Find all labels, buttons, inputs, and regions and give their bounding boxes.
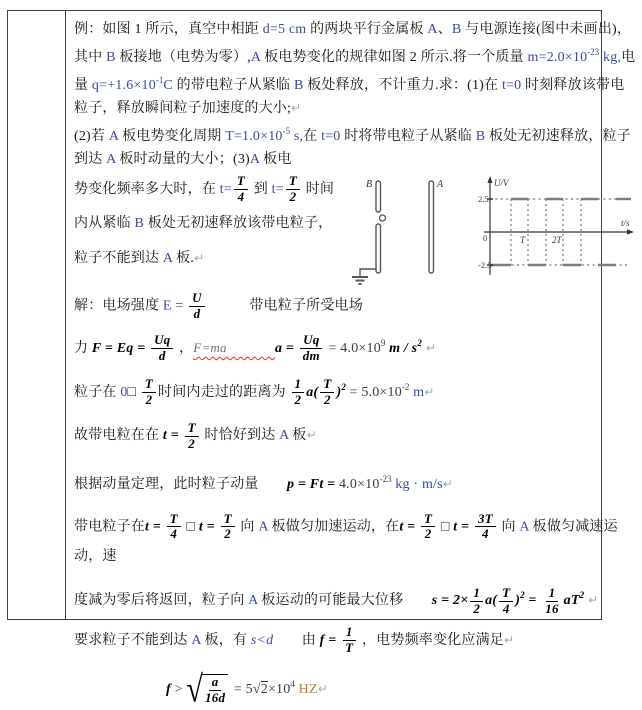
- problem-statement-part1: 例：如图 1 所示，真空中相距 d=5 cm 的两块平行金属板 A、B 与电源连接(图中未画出)，其中 B 板接地（电势为零）,A 板电势变化的规律如图 2 所示.将一个质量 $m=2.0\times 10^{-23}$ kg,电量 $q=+1.6\times 10^{-1}C$ 的带电粒子从紧临 B 板处释放，不计重力.求：(1)在 t=0 时刻释放该带电粒子，释放瞬间粒子加速度的大小;↵: [74, 22, 636, 116]
- plate-b-label: B: [366, 179, 373, 190]
- wrap-line-1: 势变化频率多大时，在 t= $\frac{T}{4}$ 到 t= $\frac{T}{2}$ 时间: [74, 173, 335, 205]
- solution-frequency-result-line: f > √ $\frac{a}{16d}$ = $5√2\times 10^4$ HZ↵: [166, 668, 328, 710]
- figures-block: [346, 175, 638, 287]
- plate-b-upper: [376, 181, 381, 212]
- xtick-T-label: T: [520, 235, 526, 245]
- wrap-line-3: 粒子不能到达 A 板.↵: [74, 251, 205, 266]
- problem-statement-part2: (2)若 A 板电势变化周期 $T=1.0\times 10^{-5}$ s,在 t=0 时将带电粒子从紧临 B 板处无初速释放，粒子到达 A 板时动量的大小；(3)A 板电: [74, 126, 631, 167]
- solution-field-strength-line: 解：电场强度 E = $\frac{U}{d}$ 带电粒子所受电场: [74, 290, 363, 321]
- document-table: [7, 10, 636, 710]
- ytick-top-label: 2.5: [478, 194, 489, 204]
- solution-distance-line: 粒子在 0□ $\frac{T}{2}$ 时间内走过的距离为 $\frac{1}{2}$ a( $\frac{T}{2}$ )$^2 = 5.0\times 10^{-2}$ m↵: [74, 376, 435, 408]
- solution-force-acceleration-line: 力 F = Eq = $\frac{Uq}{d}$ ，F=ma a = $\frac{Uq}{dm}$ = $4.0\times 10^9$ m / $s^2$ ↵: [74, 332, 437, 364]
- table-left-empty-cell: [8, 11, 66, 619]
- wrap-section: [74, 173, 638, 287]
- graph-xlabel: t/s: [621, 218, 630, 228]
- figure-potential-graph: [478, 175, 638, 279]
- x-axis-arrow-icon: [627, 229, 634, 234]
- figure-parallel-plates: [346, 175, 468, 287]
- particle-dot: [380, 215, 386, 221]
- solution-max-displacement-line: 度减为零后将返回，粒子向 A 板运动的可能最大位移 s = 2× $\frac{1}{2}$ a( $\frac{T}{4}$ )$^2$ = $\frac{1}{16}$ $aT^2$ ↵: [74, 584, 599, 616]
- table-main-cell: [66, 11, 642, 710]
- ground-wire: [360, 269, 376, 277]
- ytick-zero-label: 0: [483, 233, 488, 243]
- wrap-line-2: 内从紧临 B 板处无初速释放该带电粒子，: [74, 216, 333, 231]
- solution-arrival-line: 故带电粒在在 t = $\frac{T}{2}$ 时恰好到达 A 板↵: [74, 419, 317, 451]
- solution-momentum-line: 根据动量定理，此时粒子动量 $p = Ft = 4.0\times 10^{-23}$ kg · m/s↵: [74, 473, 454, 492]
- plate-b-lower: [376, 224, 381, 273]
- plate-a: [429, 181, 434, 273]
- graph-ylabel: U/V: [494, 178, 509, 188]
- solution-condition-line: 要求粒子不能到达 A 板，有 s<d 由 f = $\frac{1}{T}$ ，电势频率变化应满足↵: [74, 623, 515, 655]
- ytick-bottom-label: -2.5: [478, 260, 492, 270]
- problem-statement-part3: [74, 173, 346, 276]
- ground-icon: [352, 277, 368, 284]
- solution-motion-phases-line: 带电粒子在t = $\frac{T}{4}$ □ t = $\frac{T}{2}$ 向 A 板做匀加速运动，在t = $\frac{T}{2}$ □ t = $\frac{3T}{4}$ 向 A 板做匀减速运动，速: [74, 510, 618, 565]
- xtick-2T-label: 2T: [552, 235, 562, 245]
- y-axis-arrow-icon: [487, 176, 492, 183]
- plate-a-label: A: [437, 179, 444, 190]
